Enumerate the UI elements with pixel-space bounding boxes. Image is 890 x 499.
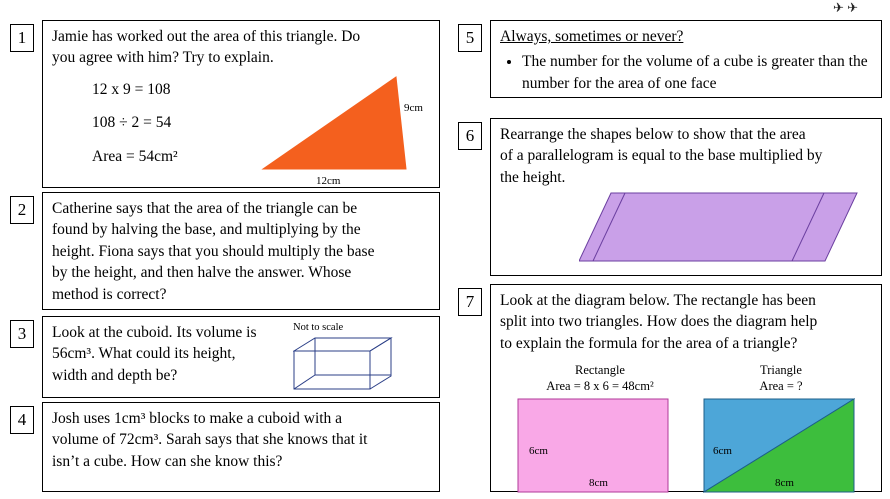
not-to-scale-note: Not to scale bbox=[293, 322, 344, 333]
question-5-bullet-list bbox=[500, 51, 873, 94]
question-2-line-5: method is correct? bbox=[52, 285, 167, 303]
parallelogram-figure bbox=[579, 191, 859, 269]
question-3-line-3: width and depth be? bbox=[52, 366, 178, 384]
cuboid-shape bbox=[293, 337, 403, 395]
question-7-line-3: to explain the formula for the area of a triangle? bbox=[500, 334, 798, 352]
triangle-height-label: 6cm bbox=[713, 445, 732, 457]
rectangle-width-label: 8cm bbox=[589, 477, 608, 489]
triangle-caption bbox=[701, 363, 861, 394]
rectangle-caption-title: Rectangle bbox=[575, 363, 625, 377]
rectangle-caption bbox=[515, 363, 685, 394]
question-number-3: 3 bbox=[10, 320, 34, 348]
question-3-line-1: Look at the cuboid. Its volume is bbox=[52, 324, 257, 341]
question-2-box bbox=[42, 192, 440, 310]
question-number-6: 6 bbox=[458, 122, 482, 150]
split-rectangle-figure bbox=[703, 398, 855, 499]
question-5-bullet-1: • The number for the volume of a cube is greater than the number for the area of one face bbox=[522, 51, 873, 94]
question-5-heading: Always, sometimes or never? bbox=[500, 28, 684, 45]
question-number-1: 1 bbox=[10, 24, 34, 52]
question-2-line-4: by the height, and then halve the answer. Whose bbox=[52, 264, 352, 282]
question-4-line-1: Josh uses 1cm³ blocks to make a cuboid with a bbox=[52, 410, 343, 427]
question-3-line-2: 56cm³. What could its height, bbox=[52, 345, 236, 363]
rectangle-caption-detail: Area = 8 x 6 = 48cm² bbox=[546, 378, 654, 393]
question-1-box bbox=[42, 20, 440, 188]
rectangle-height-label: 6cm bbox=[529, 445, 548, 457]
question-1-line-2: you agree with him? Try to explain. bbox=[52, 49, 274, 67]
base-label-12cm: 12cm bbox=[316, 175, 341, 187]
question-2-line-3: height. Fiona says that you should multiply the base bbox=[52, 242, 375, 260]
question-1-working-3: Area = 54cm² bbox=[92, 147, 178, 165]
triangle-caption-detail: Area = ? bbox=[759, 378, 803, 393]
question-7-line-1: Look at the diagram below. The rectangle has been bbox=[500, 292, 816, 309]
question-4-line-2: volume of 72cm³. Sarah says that she knows that it bbox=[52, 431, 368, 449]
question-1-working-2: 108 ÷ 2 = 54 bbox=[92, 114, 172, 132]
question-5-box bbox=[490, 20, 882, 98]
question-6-box bbox=[490, 118, 882, 276]
question-6-line-1: Rearrange the shapes below to show that the area bbox=[500, 126, 806, 143]
rectangle-figure bbox=[517, 398, 669, 499]
question-6-line-2: of a parallelogram is equal to the base multiplied by bbox=[500, 147, 823, 165]
question-7-box bbox=[490, 284, 882, 492]
question-4-box bbox=[42, 402, 440, 492]
question-7-line-2: split into two triangles. How does the diagram help bbox=[500, 313, 818, 331]
triangle-width-label: 8cm bbox=[775, 477, 794, 489]
question-1-line-1: Jamie has worked out the area of this triangle. Do bbox=[52, 28, 361, 45]
question-4-line-3: isn’t a cube. How can she know this? bbox=[52, 452, 283, 470]
parallelogram-shape bbox=[579, 191, 859, 263]
question-3-box bbox=[42, 316, 440, 398]
side-label-9cm: 9cm bbox=[404, 102, 423, 114]
triangle-shape bbox=[258, 59, 433, 174]
question-1-working-1: 12 x 9 = 108 bbox=[92, 80, 171, 98]
question-number-5: 5 bbox=[458, 24, 482, 52]
question-2-line-1: Catherine says that the area of the triangle can be bbox=[52, 200, 358, 217]
question-number-7: 7 bbox=[458, 288, 482, 316]
cuboid-figure bbox=[293, 337, 403, 401]
question-6-line-3: the height. bbox=[500, 168, 566, 186]
triangle-caption-title: Triangle bbox=[760, 363, 802, 377]
pen-marks-annotation: ✈ ✈ bbox=[833, 0, 859, 15]
question-number-4: 4 bbox=[10, 406, 34, 434]
question-2-line-2: found by halving the base, and multiplying by the bbox=[52, 221, 361, 239]
question-number-2: 2 bbox=[10, 196, 34, 224]
triangle-figure bbox=[258, 59, 433, 187]
